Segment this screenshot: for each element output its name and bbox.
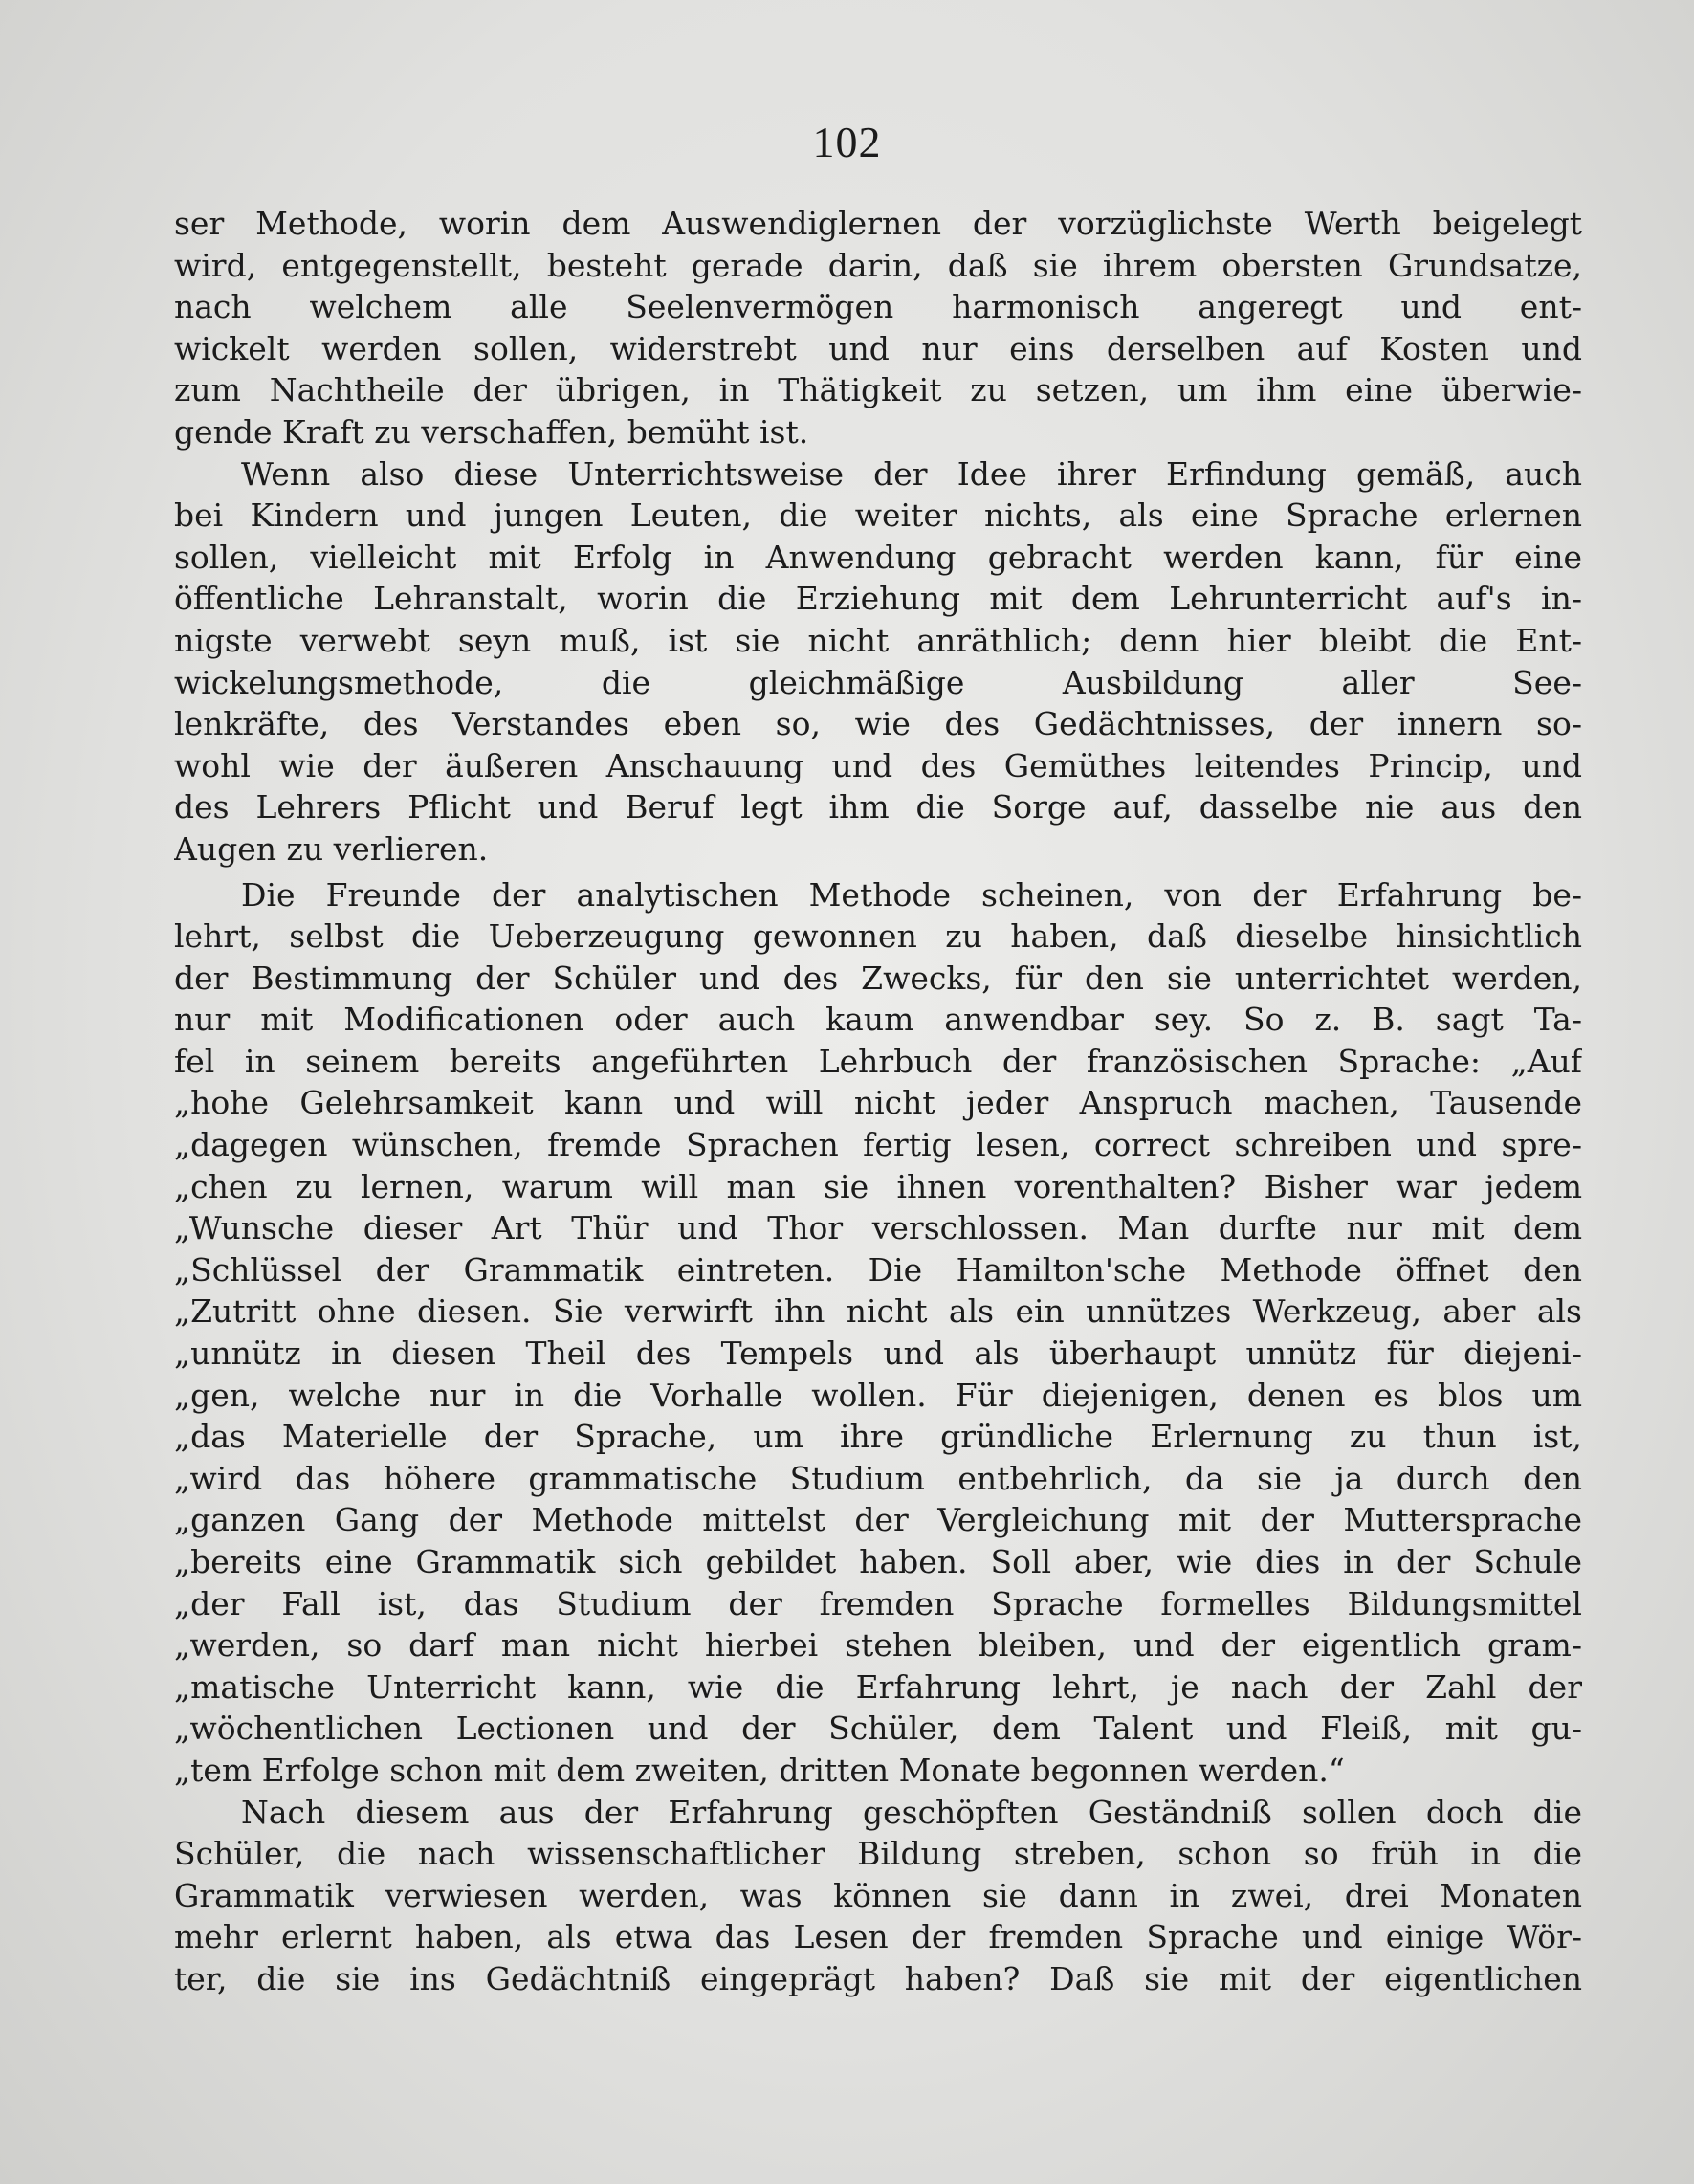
page-number: 102 [812, 118, 882, 166]
text-line: Wenn also diese Unterrichtsweise der Idee ihrer Erfindung gemäß, auch [241, 454, 1582, 493]
text-line: „wöchentlichen Lectionen und der Schüler, dem Talent und Fleiß, mit gu- [174, 1710, 1582, 1748]
text-line: „Wunsche dieser Art Thür und Thor verschlossen. Man durfte nur mit dem [174, 1209, 1582, 1247]
text-line: wickelt werden sollen, widerstrebt und nur eins derselben auf Kosten und [174, 329, 1582, 367]
text-line: ter, die sie ins Gedächtniß eingeprägt haben? Daß sie mit der eigentlichen [174, 1959, 1582, 1997]
text-line: gende Kraft zu verschaffen, bemüht ist. [174, 412, 809, 451]
text-line: wickelungsmethode, die gleichmäßige Ausbildung aller See- [174, 663, 1582, 701]
text-line: „Zutritt ohne diesen. Sie verwirft ihn nicht als ein unnützes Werkzeug, aber als [174, 1292, 1582, 1331]
text-line: „dagegen wünschen, fremde Sprachen fertig lesen, correct schreiben und spre- [174, 1126, 1582, 1164]
text-line: nach welchem alle Seelenvermögen harmonisch angeregt und ent- [174, 288, 1582, 326]
text-line: zum Nachtheile der übrigen, in Thätigkeit zu setzen, um ihm eine überwie- [174, 371, 1582, 409]
text-line: lehrt, selbst die Ueberzeugung gewonnen zu haben, daß dieselbe hinsichtlich [174, 917, 1582, 956]
text-line: ser Methode, worin dem Auswendiglernen der vorzüglichste Werth beigelegt [174, 205, 1582, 242]
text-line: mehr erlernt haben, als etwa das Lesen der fremden Sprache und einige Wör- [174, 1918, 1582, 1956]
text-line: „matische Unterricht kann, wie die Erfahrung lehrt, je nach der Zahl der [174, 1667, 1582, 1706]
text-line: „ganzen Gang der Methode mittelst der Vergleichung mit der Muttersprache [174, 1501, 1582, 1539]
text-line: „der Fall ist, das Studium der fremden Sprache formelles Bildungsmittel [174, 1584, 1582, 1622]
text-line: „gen, welche nur in die Vorhalle wollen. Für diejenigen, denen es blos um [174, 1376, 1582, 1414]
text-line: lenkräfte, des Verstandes eben so, wie des Gedächtnisses, der innern so- [174, 705, 1582, 743]
text-line: nigste verwebt seyn muß, ist sie nicht anräthlich; denn hier bleibt die Ent- [174, 621, 1582, 659]
text-line: „unnütz in diesen Theil des Tempels und als überhaupt unnütz für diejeni- [174, 1335, 1582, 1373]
text-line: sollen, vielleicht mit Erfolg in Anwendung gebracht werden kann, für eine [174, 538, 1582, 576]
text-line: „hohe Gelehrsamkeit kann und will nicht jeder Anspruch machen, Tausende [174, 1084, 1582, 1122]
text-line: des Lehrers Pflicht und Beruf legt ihm die Sorge auf, dasselbe nie aus den [174, 788, 1582, 827]
text-line: Augen zu verlieren. [174, 829, 489, 868]
text-line: Nach diesem aus der Erfahrung geschöpften Geständniß sollen doch die [241, 1793, 1582, 1831]
text-line: wird, entgegenstellt, besteht gerade darin, daß sie ihrem obersten Grundsatze, [174, 246, 1582, 284]
text-line: Die Freunde der analytischen Methode scheinen, von der Erfahrung be- [241, 875, 1582, 914]
text-line: „tem Erfolge schon mit dem zweiten, dritten Monate begonnen werden.“ [174, 1751, 1345, 1789]
text-line: Grammatik verwiesen werden, was können sie dann in zwei, drei Monaten [174, 1876, 1582, 1914]
text-line: öffentliche Lehranstalt, worin die Erziehung mit dem Lehrunterricht auf's in- [174, 580, 1582, 618]
text-line: „wird das höhere grammatische Studium entbehrlich, da sie ja durch den [174, 1459, 1582, 1497]
text-line: „Schlüssel der Grammatik eintreten. Die Hamilton'sche Methode öffnet den [174, 1250, 1582, 1289]
text-line: „das Materielle der Sprache, um ihre gründliche Erlernung zu thun ist, [174, 1418, 1582, 1456]
text-line: der Bestimmung der Schüler und des Zwecks, für den sie unterrichtet werden, [174, 959, 1582, 997]
text-line: Schüler, die nach wissenschaftlicher Bildung streben, schon so früh in die [174, 1835, 1582, 1873]
text-line: wohl wie der äußeren Anschauung und des Gemüthes leitendes Princip, und [174, 746, 1582, 784]
text-line: fel in seinem bereits angeführten Lehrbuch der französischen Sprache: „Auf [174, 1042, 1582, 1080]
text-line: „chen zu lernen, warum will man sie ihnen vorenthalten? Bisher war jedem [174, 1167, 1582, 1205]
text-line: „werden, so darf man nicht hierbei stehen bleiben, und der eigentlich gram- [174, 1626, 1582, 1665]
body-text [174, 203, 1582, 2000]
text-line: bei Kindern und jungen Leuten, die weiter nichts, als eine Sprache erlernen [174, 496, 1582, 535]
text-line: „bereits eine Grammatik sich gebildet haben. Soll aber, wie dies in der Schule [174, 1543, 1582, 1580]
text-line: nur mit Modificationen oder auch kaum anwendbar sey. So z. B. sagt Ta- [174, 1001, 1582, 1039]
